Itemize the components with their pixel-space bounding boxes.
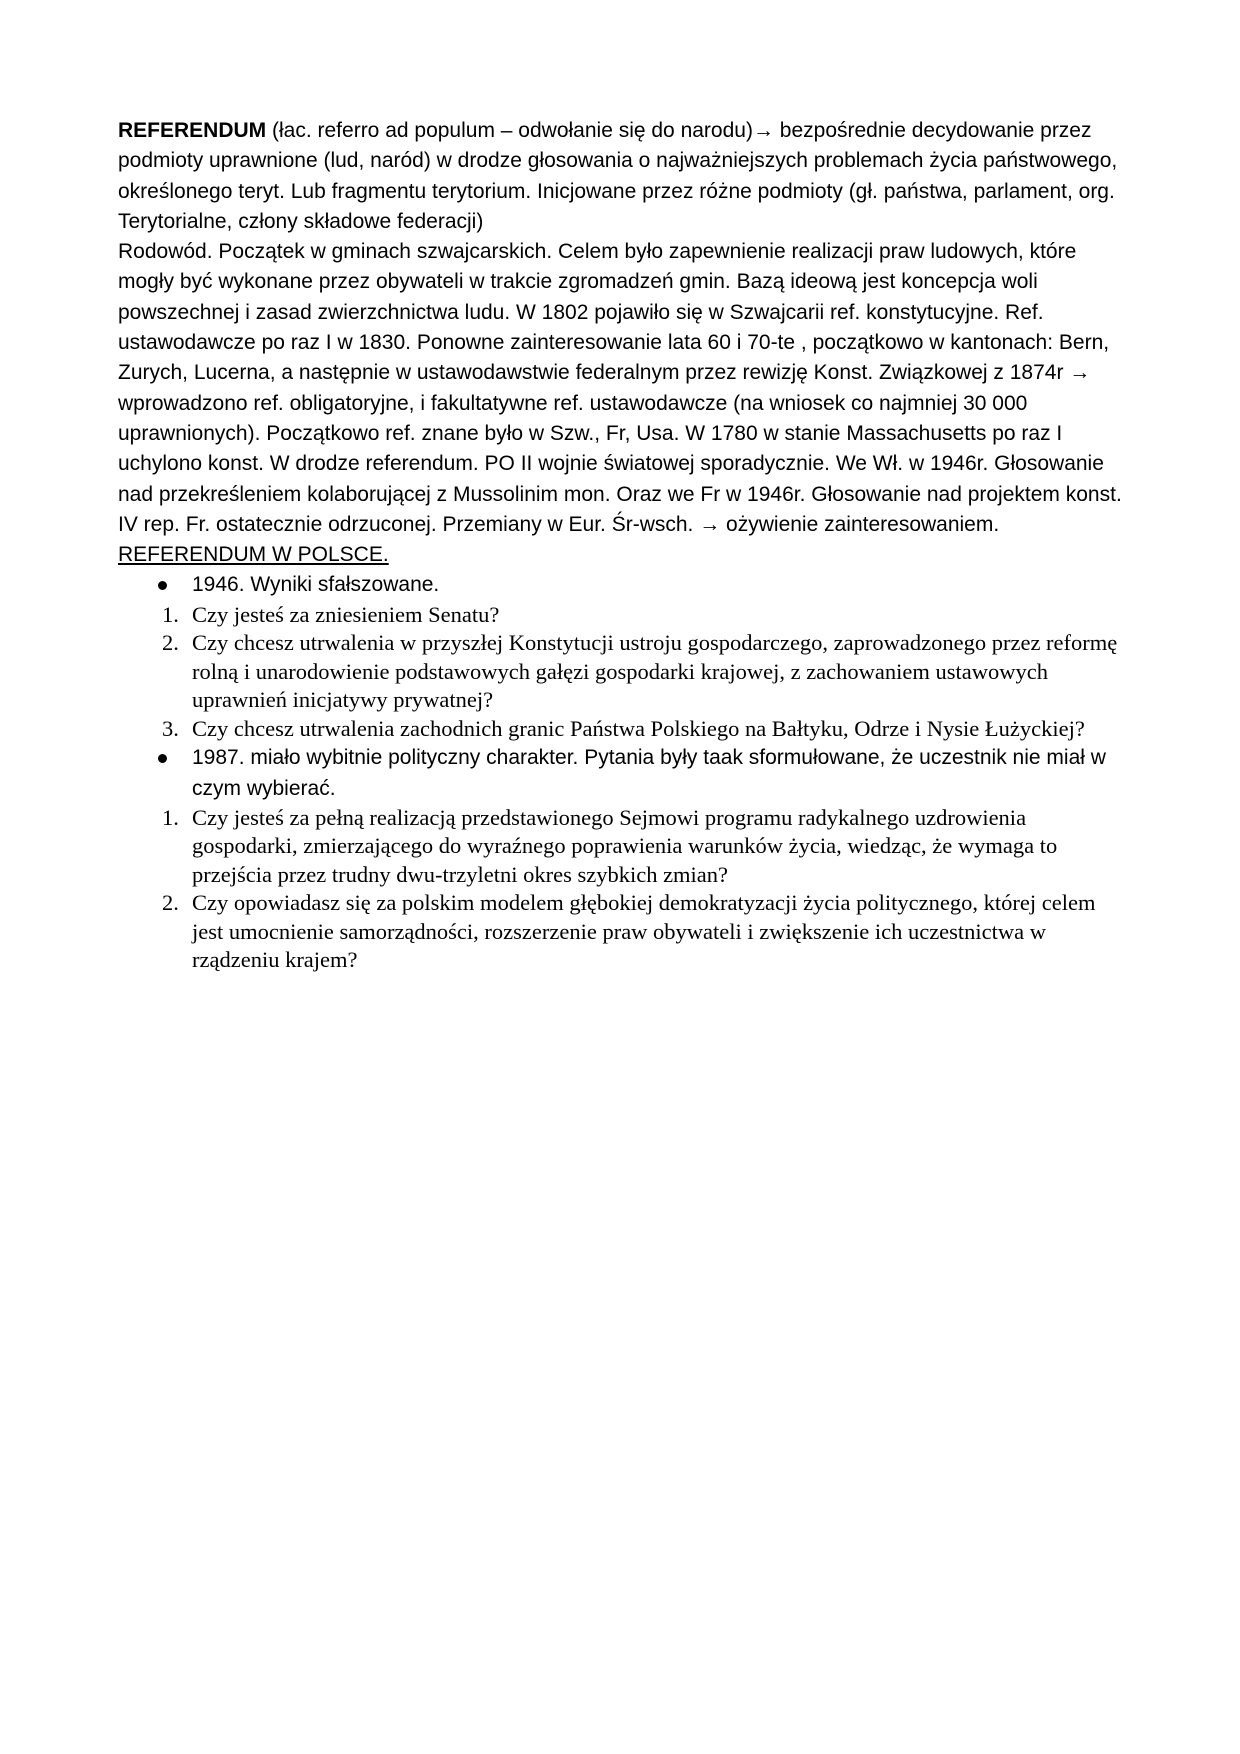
history-paragraph: Rodowód. Początek w gminach szwajcarskich. Celem było zapewnienie realizacji praw ludowych, które mogły być wykonane przez obywateli w trakcie zgromadzeń gmin. Bazą ideową jest koncepcja woli powszechnej i zasad zwierzchnictwa ludu. W 1802 pojawiło się w Szwajcarii ref. konstytucyjne. Ref. ustawodawcze po raz I w 1830. Ponowne zainteresowanie lata 60 i 70-te , początkowo w kantonach: Bern, Zurych, Lucerna, a następnie w ustawodawstwie federalnym przez rewizję Konst. Związkowej z 1874r → wprowadzono ref. obligatoryjne, i fakultatywne ref. ustawodawcze (na wniosek co najmniej 30 000 uprawnionych). Początkowo ref. znane było w Szw., Fr, Usa. W 1780 w stanie Massachusetts po raz I uchylono konst. W drodze referendum. PO II wojnie światowej sporadycznie. We Wł. w 1946r. Głosowanie nad przekreśleniem kolaborującej z Mussolinim mon. Oraz we Fr w 1946r. Głosowanie nad projektem konst. IV rep. Fr. ostatecznie odrzuconej. Przemiany w Eur. Śr-wsch. → ożywienie zainteresowaniem. [118, 240, 1122, 536]
intro-term: REFERENDUM [118, 119, 267, 142]
question-item [118, 629, 1128, 715]
bullet-1946 [118, 570, 1128, 600]
question-text: Czy jesteś za pełną realizacją przedstawionego Sejmowi programu radykalnego uzdrowienia gospodarki, zmierzającego do wyraźnego poprawienia warunków życia, wiedząc, że wymaga to przejścia przez trudny dwu-trzyletni okres szybkich zmian? [192, 804, 1058, 887]
intro-paragraph [118, 116, 1128, 237]
bullet-text: 1946. Wyniki sfałszowane. [192, 573, 440, 597]
question-number: 2. [162, 890, 179, 916]
question-number: 2. [162, 630, 179, 656]
question-item [118, 889, 1128, 975]
question-item [118, 804, 1128, 890]
bullet-text: 1987. miało wybitnie polityczny charakter. Pytania były taak sformułowane, że uczestnik nie miał w czym wybierać. [192, 746, 1106, 800]
question-text: Czy chcesz utrwalenia w przyszłej Konstytucji ustroju gospodarczego, zaprowadzonego przez reformę rolną i unarodowienie podstawowych gałęzi gospodarki krajowej, z zachowaniem ustawowych uprawnień inicjatywy prywatnej? [192, 630, 1118, 713]
question-text: Czy jesteś za zniesieniem Senatu? [192, 601, 500, 627]
bullet-dot-icon [118, 743, 192, 773]
bullet-dot-icon [118, 570, 192, 600]
bullet-1987 [118, 743, 1128, 804]
question-item [118, 715, 1128, 744]
question-number: 1. [162, 804, 179, 830]
question-text: Czy chcesz utrwalenia zachodnich granic Państwa Polskiego na Bałtyku, Odrze i Nysie Łużyckiej? [192, 715, 1085, 741]
poland-heading: REFERENDUM W POLSCE. [118, 543, 389, 567]
intro-definition: (łac. referro ad populum – odwołanie się do narodu)→ bezpośrednie decydowanie przez podmioty uprawnione (lud, naród) w drodze głosowania o najważniejszych problemach życia państwowego, określonego teryt. Lub fragmentu terytorium. Inicjowane przez różne podmioty (gł. państwa, parlament, org. Terytorialne, człony składowe federacji) [118, 119, 1118, 233]
question-text: Czy opowiadasz się za polskim modelem głębokiej demokratyzacji życia politycznego, której celem jest umocnienie samorządności, rozszerzenie praw obywateli i zwiększenie ich uczestnictwa w rządzeniu krajem? [192, 890, 1096, 973]
question-number: 1. [162, 601, 179, 627]
document-page [118, 116, 1128, 975]
question-item [118, 601, 1128, 630]
question-number: 3. [162, 715, 179, 741]
